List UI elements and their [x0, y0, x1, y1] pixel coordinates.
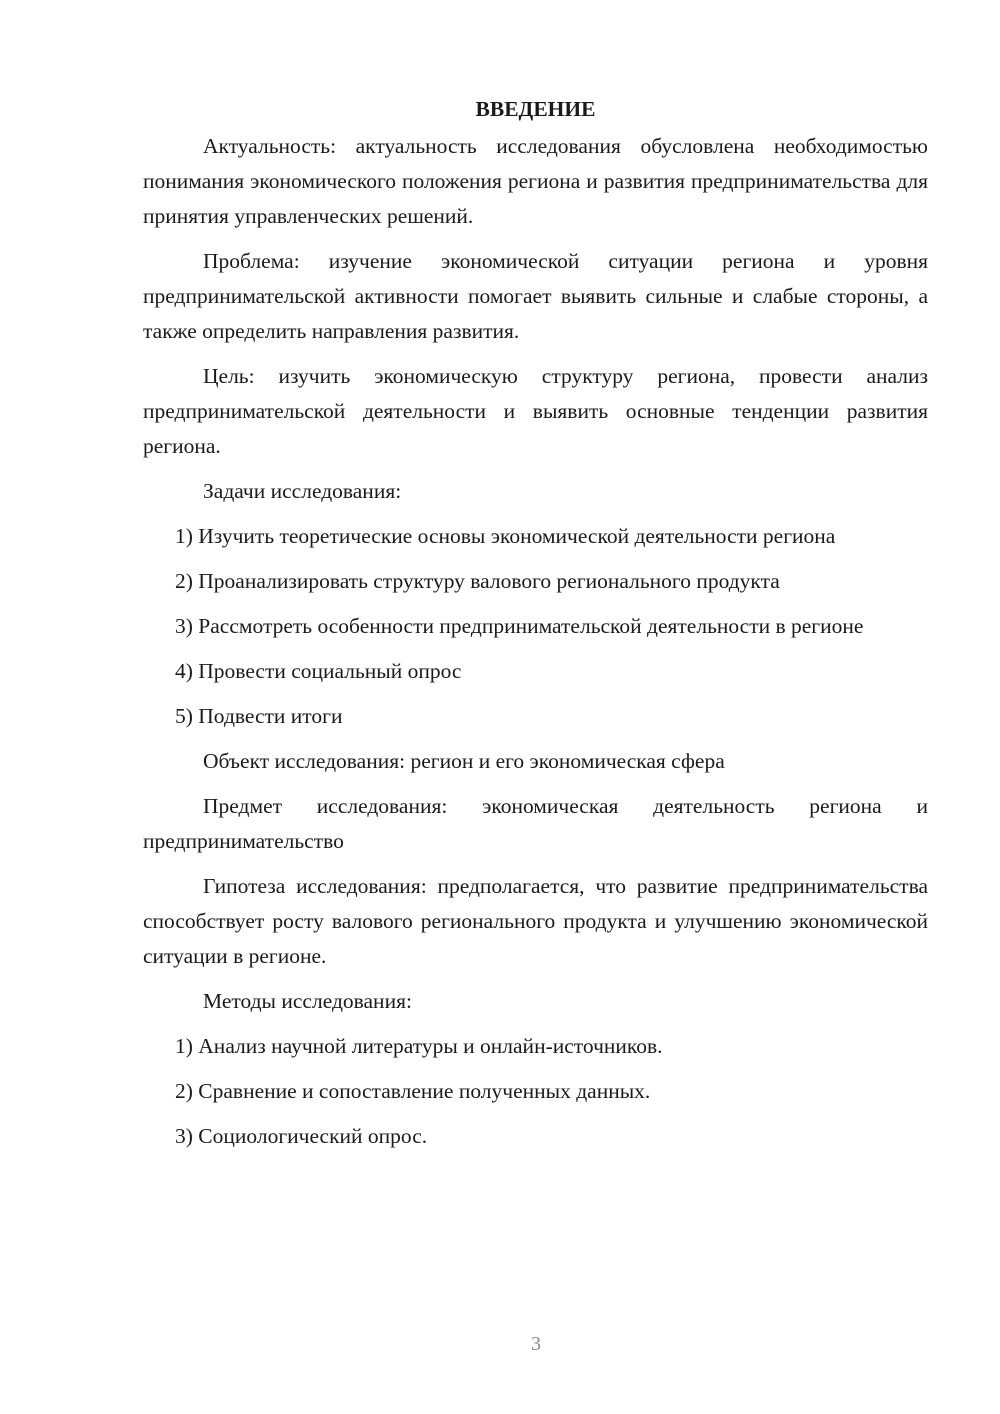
method-item: 3) Социологический опрос.: [175, 1124, 428, 1148]
section-heading: ВВЕДЕНИЕ: [475, 97, 596, 121]
problem-paragraph: Проблема: изучение экономической ситуации региона и уровня предпринимательской активности помогает выявить сильные и слабые стороны, а также определить направления развития.: [143, 249, 928, 343]
tasks-title: Задачи исследования:: [203, 479, 402, 503]
subject-paragraph: Предмет исследования: экономическая деятельность региона и предпринимательство: [143, 794, 928, 853]
object-paragraph: Объект исследования: регион и его экономическая сфера: [203, 749, 725, 773]
methods-title: Методы исследования:: [203, 989, 412, 1013]
task-item: 3) Рассмотреть особенности предпринимательской деятельности в регионе: [175, 614, 864, 638]
method-item: 2) Сравнение и сопоставление полученных данных.: [175, 1079, 651, 1103]
task-item: 1) Изучить теоретические основы экономической деятельности региона: [175, 524, 836, 548]
task-item: 2) Проанализировать структуру валового регионального продукта: [175, 569, 780, 593]
goal-paragraph: Цель: изучить экономическую структуру региона, провести анализ предпринимательской деятельности и выявить основные тенденции развития региона.: [143, 364, 928, 458]
document-page: [143, 92, 928, 1164]
hypothesis-paragraph: Гипотеза исследования: предполагается, что развитие предпринимательства способствует росту валового регионального продукта и улучшению экономической ситуации в регионе.: [143, 874, 928, 968]
relevance-paragraph: Актуальность: актуальность исследования обусловлена необходимостью понимания экономического положения региона и развития предпринимательства для принятия управленческих решений.: [143, 134, 928, 228]
task-item: 5) Подвести итоги: [175, 704, 343, 728]
method-item: 1) Анализ научной литературы и онлайн-источников.: [175, 1034, 663, 1058]
page-number: 3: [531, 1333, 541, 1355]
task-item: 4) Провести социальный опрос: [175, 659, 462, 683]
